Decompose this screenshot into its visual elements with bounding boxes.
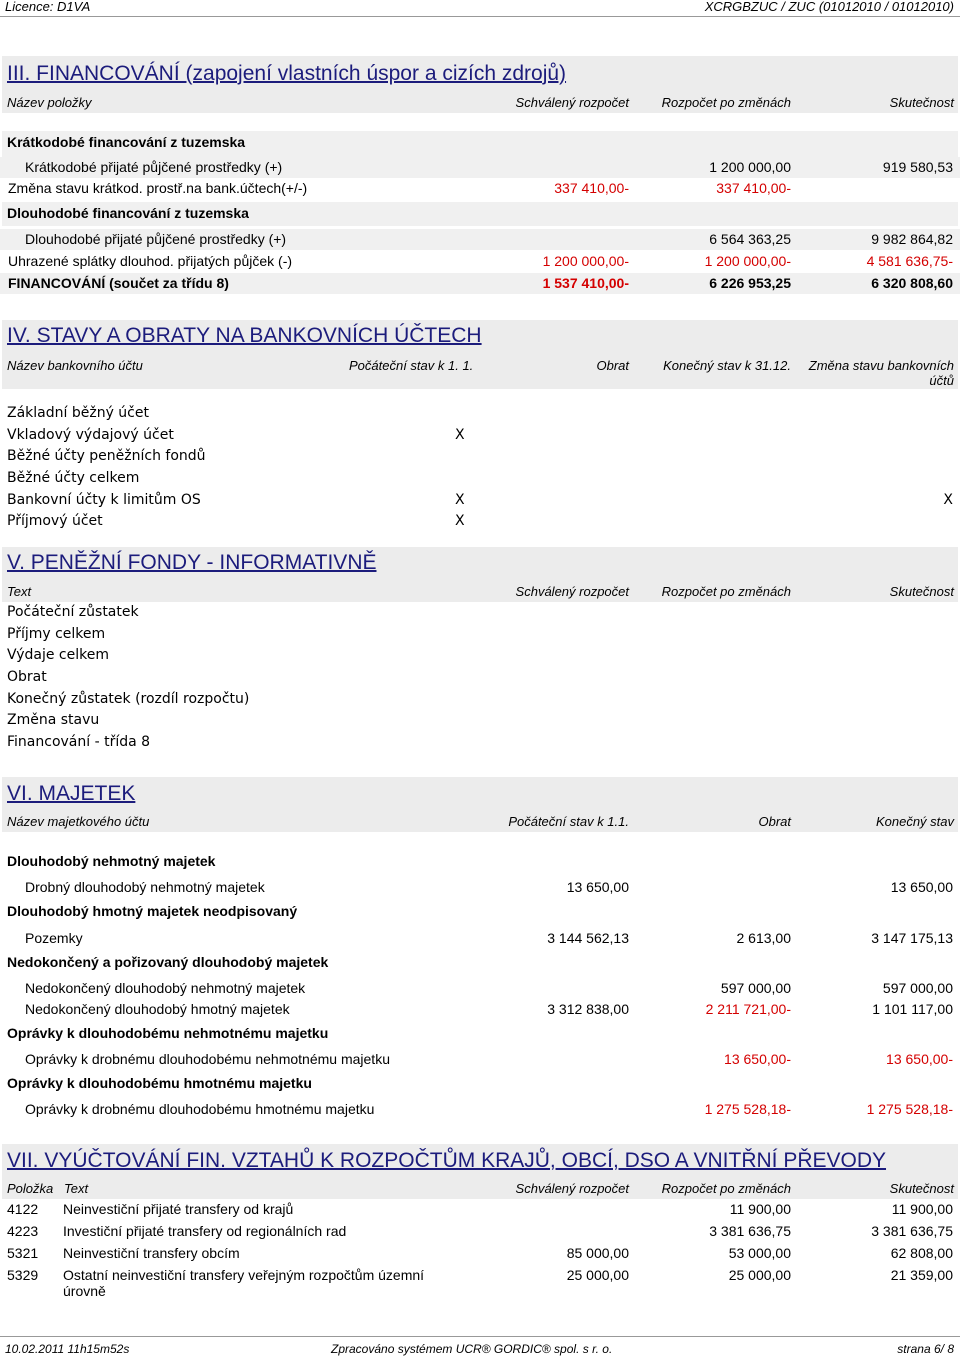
total-row: FINANCOVÁNÍ (součet za třídu 8) 1 537 410,00- 6 226 953,25 6 320 808,60	[0, 273, 960, 294]
section-3-title: III. FINANCOVÁNÍ (zapojení vlastních úspor a cizích zdrojů)	[7, 62, 567, 85]
table-row: Běžné účty peněžních fondů	[7, 448, 206, 464]
section-4-title: IV. STAVY A OBRATY NA BANKOVNÍCH ÚČTECH	[7, 324, 482, 347]
list-item: Změna stavu	[7, 712, 100, 728]
col-approved: Schválený rozpočet	[515, 95, 629, 110]
table-row: Změna stavu krátkod. prostř.na bank.účtech(+/-) 337 410,00- 337 410,00-	[8, 180, 791, 196]
table-row: Drobný dlouhodobý nehmotný majetek 13 650,00 13 650,00	[25, 879, 953, 895]
table-row: Nedokončený dlouhodobý nehmotný majetek 597 000,00 597 000,00	[25, 980, 953, 996]
footer-page: strana 6/ 8	[897, 1342, 954, 1356]
list-item: Konečný zůstatek (rozdíl rozpočtu)	[7, 691, 250, 707]
section-7-column-header: Položka Text Schválený rozpočet Rozpočet po změnách Skutečnost	[2, 1178, 958, 1199]
table-row: 4223 Investiční přijaté transfery od regionálních rad 3 381 636,75 3 381 636,75	[7, 1223, 953, 1239]
list-item: Obrat	[7, 669, 47, 685]
table-row: Základní běžný účet	[7, 405, 149, 421]
report-code: XCRGBZUC / ZUC (01012010 / 01012010)	[704, 0, 954, 14]
table-row: Oprávky k drobnému dlouhodobému nehmotnému majetku 13 650,00- 13 650,00-	[25, 1051, 953, 1067]
section-6-title: VI. MAJETEK	[7, 782, 136, 805]
header-divider	[0, 16, 960, 17]
table-row: 5329 Ostatní neinvestiční transfery veřejným rozpočtům územní úrovně 25 000,00 25 000,00 21 359,00	[7, 1267, 953, 1299]
section-7-title: VII. VYÚČTOVÁNÍ FIN. VZTAHŮ K ROZPOČTŮM KRAJŮ, OBCÍ, DSO A VNITŘNÍ PŘEVODY	[7, 1149, 887, 1172]
group-heading: Dlouhodobý nehmotný majetek	[7, 853, 216, 869]
col-after-changes: Rozpočet po změnách	[661, 95, 791, 110]
group-heading: Oprávky k dlouhodobému nehmotnému majetku	[7, 1025, 329, 1041]
table-row: Pozemky 3 144 562,13 2 613,00 3 147 175,13	[25, 930, 953, 946]
footer-system: Zpracováno systémem UCR® GORDIC® spol. s r. o.	[331, 1342, 613, 1356]
group-long-term: Dlouhodobé financování z tuzemska	[2, 202, 958, 226]
table-row: Vkladový výdajový účet X	[7, 427, 465, 443]
table-row: Bankovní účty k limitům OS X X	[7, 492, 953, 508]
group-short-term: Krátkodobé financování z tuzemska	[2, 131, 958, 157]
group-heading: Oprávky k dlouhodobému hmotnému majetku	[7, 1075, 312, 1091]
col-actual: Skutečnost	[889, 95, 954, 110]
table-row: Dlouhodobé přijaté půjčené prostředky (+) 6 564 363,25 9 982 864,82	[0, 229, 960, 250]
col-name: Název položky	[7, 95, 92, 110]
section-6-titlebar	[2, 777, 958, 813]
table-row: 4122 Neinvestiční přijaté transfery od krajů 11 900,00 11 900,00	[7, 1201, 953, 1217]
table-row: 5321 Neinvestiční transfery obcím 85 000,00 53 000,00 62 808,00	[7, 1245, 953, 1261]
section-5-column-header: Text Schválený rozpočet Rozpočet po změnách Skutečnost	[2, 581, 958, 602]
licence-label: Licence: D1VA	[5, 0, 91, 14]
group-heading: Dlouhodobý hmotný majetek neodpisovaný	[7, 903, 298, 919]
list-item: Počáteční zůstatek	[7, 604, 139, 620]
section-6-column-header: Název majetkového účtu Počáteční stav k 1.1. Obrat Konečný stav	[2, 811, 958, 832]
list-item: Výdaje celkem	[7, 647, 109, 663]
table-row: Běžné účty celkem	[7, 470, 140, 486]
table-row: Krátkodobé přijaté půjčené prostředky (+) 1 200 000,00 919 580,53	[0, 157, 960, 178]
table-row: Příjmový účet X	[7, 513, 465, 529]
footer-divider	[0, 1336, 960, 1337]
group-heading: Nedokončený a pořizovaný dlouhodobý majetek	[7, 954, 329, 970]
section-3-column-header	[2, 92, 958, 113]
list-item: Financování - třída 8	[7, 734, 151, 750]
table-row: Oprávky k drobnému dlouhodobému hmotnému majetku 1 275 528,18- 1 275 528,18-	[25, 1101, 953, 1117]
table-row: Uhrazené splátky dlouhod. přijatých půjček (-) 1 200 000,00- 1 200 000,00- 4 581 636,75-	[8, 253, 953, 269]
section-5-title: V. PENĚŽNÍ FONDY - INFORMATIVNĚ	[7, 551, 377, 574]
section-4-column-header: Název bankovního účtu Počáteční stav k 1. 1. Obrat Konečný stav k 31.12. Změna stavu bankovních účtů	[2, 355, 958, 389]
table-row: Nedokončený dlouhodobý hmotný majetek 3 312 838,00 2 211 721,00- 1 101 117,00	[25, 1001, 953, 1017]
footer-date: 10.02.2011 11h15m52s	[5, 1342, 130, 1356]
list-item: Příjmy celkem	[7, 626, 106, 642]
